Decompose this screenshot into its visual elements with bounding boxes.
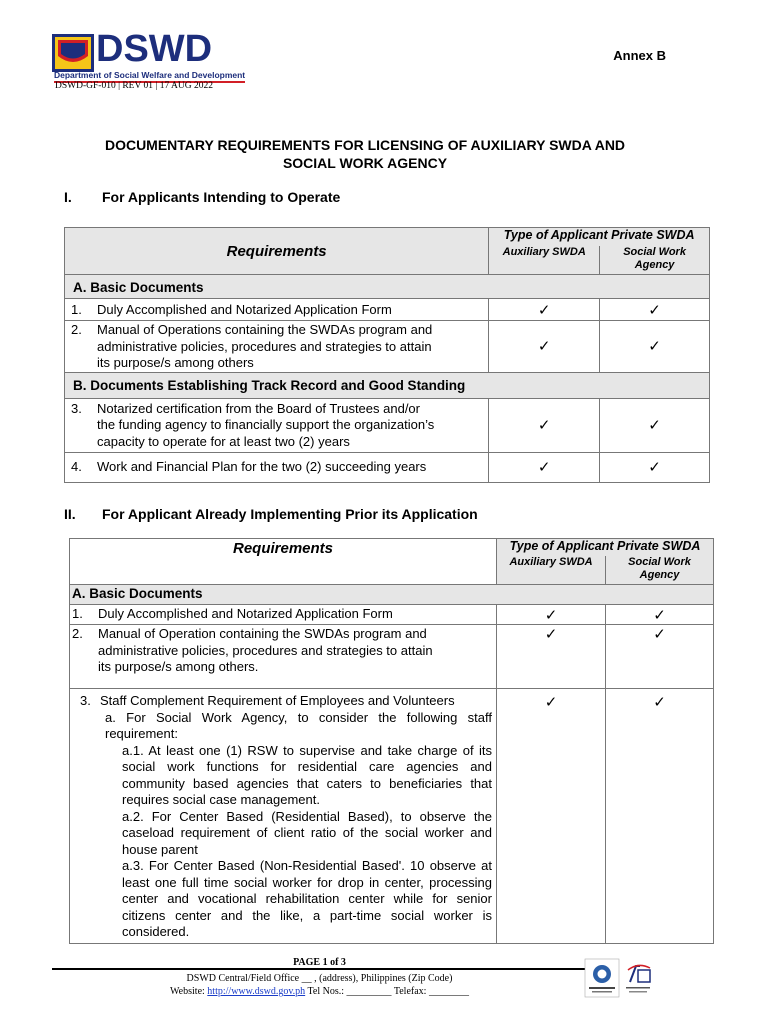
check-icon: ✓ xyxy=(606,605,714,625)
logo-wordmark: DSWD xyxy=(96,28,213,70)
item-text: Duly Accomplished and Notarized Application Form xyxy=(98,606,393,621)
section-2-heading xyxy=(64,506,664,524)
section-2-number: II. xyxy=(64,506,76,522)
check-icon: ✓ xyxy=(489,299,600,321)
item-sub-a3: a.3. For Center Based (Non-Residential Based'. 10 observe at least one full time social worker for drop in center, processing center and vocational rehabilitation center while for senior citizens center and the like, a part-time social worker is considered. xyxy=(122,858,492,939)
accreditation-mark-icon xyxy=(622,958,654,998)
section-1-number: I. xyxy=(64,189,72,205)
requirement-row xyxy=(65,398,489,452)
check-icon: ✓ xyxy=(489,398,600,452)
footer-office: DSWD Central/Field Office __ , (address), Philippines (Zip Code) xyxy=(186,973,453,984)
section-2-table xyxy=(69,538,714,944)
item-number: 4. xyxy=(71,458,82,474)
iso-certification-icon xyxy=(584,958,620,998)
check-icon: ✓ xyxy=(497,689,606,944)
item-text-line: administrative policies, procedures and strategies to attain xyxy=(98,642,433,658)
website-link[interactable]: http://www.dswd.gov.ph xyxy=(207,986,306,997)
item-number: 3. xyxy=(71,400,82,416)
dswd-logo xyxy=(52,28,246,82)
item-text-line: administrative policies, procedures and strategies to attain xyxy=(97,338,432,354)
section-1-heading xyxy=(64,189,664,207)
item-text: Work and Financial Plan for the two (2) succeeding years xyxy=(97,458,427,474)
item-text-line: Manual of Operations containing the SWDAs program and xyxy=(97,322,433,337)
footer-divider xyxy=(52,968,587,970)
annex-label: Annex B xyxy=(613,48,666,63)
requirement-row xyxy=(70,625,497,689)
item-number: 3. xyxy=(80,693,91,708)
check-icon: ✓ xyxy=(489,452,600,482)
section-1-title: For Applicants Intending to Operate xyxy=(102,189,341,205)
col-social-work-agency xyxy=(606,556,714,585)
item-number: 1. xyxy=(71,302,82,317)
item-text-line: Notarized certification from the Board of Trustees and/or xyxy=(97,400,420,416)
section-2-title: For Applicant Already Implementing Prior its Application xyxy=(102,506,478,522)
website-label: Website: xyxy=(170,986,208,997)
item-text: Staff Complement Requirement of Employees and Volunteers xyxy=(100,693,455,708)
title-line-1: DOCUMENTARY REQUIREMENTS FOR LICENSING OF AUXILIARY SWDA AND xyxy=(104,137,626,153)
col-social-work-line2: Agency xyxy=(634,258,675,271)
category-a-heading: A. Basic Documents xyxy=(70,585,714,605)
item-text: Duly Accomplished and Notarized Application Form xyxy=(97,302,392,317)
requirement-row xyxy=(65,321,489,373)
logo-subtitle: Department of Social Welfare and Development xyxy=(54,70,245,83)
form-code: DSWD-GF-010 | REV 01 | 17 AUG 2022 xyxy=(55,81,214,91)
applicant-type-header: Type of Applicant Private SWDA xyxy=(489,228,710,246)
col-auxiliary-swda: Auxiliary SWDA xyxy=(489,246,600,275)
check-icon: ✓ xyxy=(497,605,606,625)
check-icon: ✓ xyxy=(600,452,710,482)
col-social-work-line1: Social Work xyxy=(628,555,691,568)
item-sub-a2: a.2. For Center Based (Residential Based), to observe the caseload requirement of client ratio of the social worker and house parent xyxy=(122,808,492,857)
item-number: 1. xyxy=(72,606,83,621)
item-number: 2. xyxy=(72,626,83,641)
item-sub-a: a. For Social Work Agency, to consider the following staff requirement: xyxy=(105,709,492,741)
col-social-work-line1: Social Work xyxy=(623,245,686,258)
check-icon: ✓ xyxy=(600,321,710,373)
category-a-heading: A. Basic Documents xyxy=(65,275,710,299)
section-1-table xyxy=(64,227,710,483)
check-icon: ✓ xyxy=(606,625,714,689)
check-icon: ✓ xyxy=(600,398,710,452)
col-social-work-agency xyxy=(600,246,710,275)
item-number: 2. xyxy=(71,322,82,337)
item-text-line: its purpose/s among others xyxy=(97,355,254,370)
tel-telefax: Tel Nos.: _________ Telefax: ________ xyxy=(305,986,469,997)
requirement-row xyxy=(65,452,489,482)
requirement-row xyxy=(70,689,497,944)
title-line-2: SOCIAL WORK AGENCY xyxy=(282,155,448,171)
footer-contacts xyxy=(52,985,587,998)
check-icon: ✓ xyxy=(600,299,710,321)
item-text-line: Manual of Operation containing the SWDAs program and xyxy=(98,626,427,641)
applicant-type-header: Type of Applicant Private SWDA xyxy=(497,539,714,556)
item-text-line: the funding agency to financially support the organization’s xyxy=(97,417,435,432)
item-text-line: capacity to operate for at least two (2) years xyxy=(97,433,350,449)
requirements-header: Requirements xyxy=(70,539,497,585)
requirement-row xyxy=(70,605,497,625)
col-social-work-line2: Agency xyxy=(639,568,680,581)
check-icon: ✓ xyxy=(606,689,714,944)
requirements-header: Requirements xyxy=(65,228,489,275)
page-footer xyxy=(52,956,587,998)
check-icon: ✓ xyxy=(497,625,606,689)
item-sub-a1: a.1. At least one (1) RSW to supervise and take charge of its social work functions for residential care agencies and community based agencies that caters to beneficiaries that requires social case management. xyxy=(122,742,492,807)
document-title xyxy=(60,136,670,172)
check-icon: ✓ xyxy=(489,321,600,373)
dswd-emblem-icon xyxy=(52,34,94,72)
category-b-heading: B. Documents Establishing Track Record and Good Standing xyxy=(65,372,710,398)
requirement-row xyxy=(65,299,489,321)
page-number: PAGE 1 of 3 xyxy=(293,957,346,968)
col-auxiliary-swda: Auxiliary SWDA xyxy=(497,556,606,585)
item-text-line: its purpose/s among others. xyxy=(98,659,259,674)
